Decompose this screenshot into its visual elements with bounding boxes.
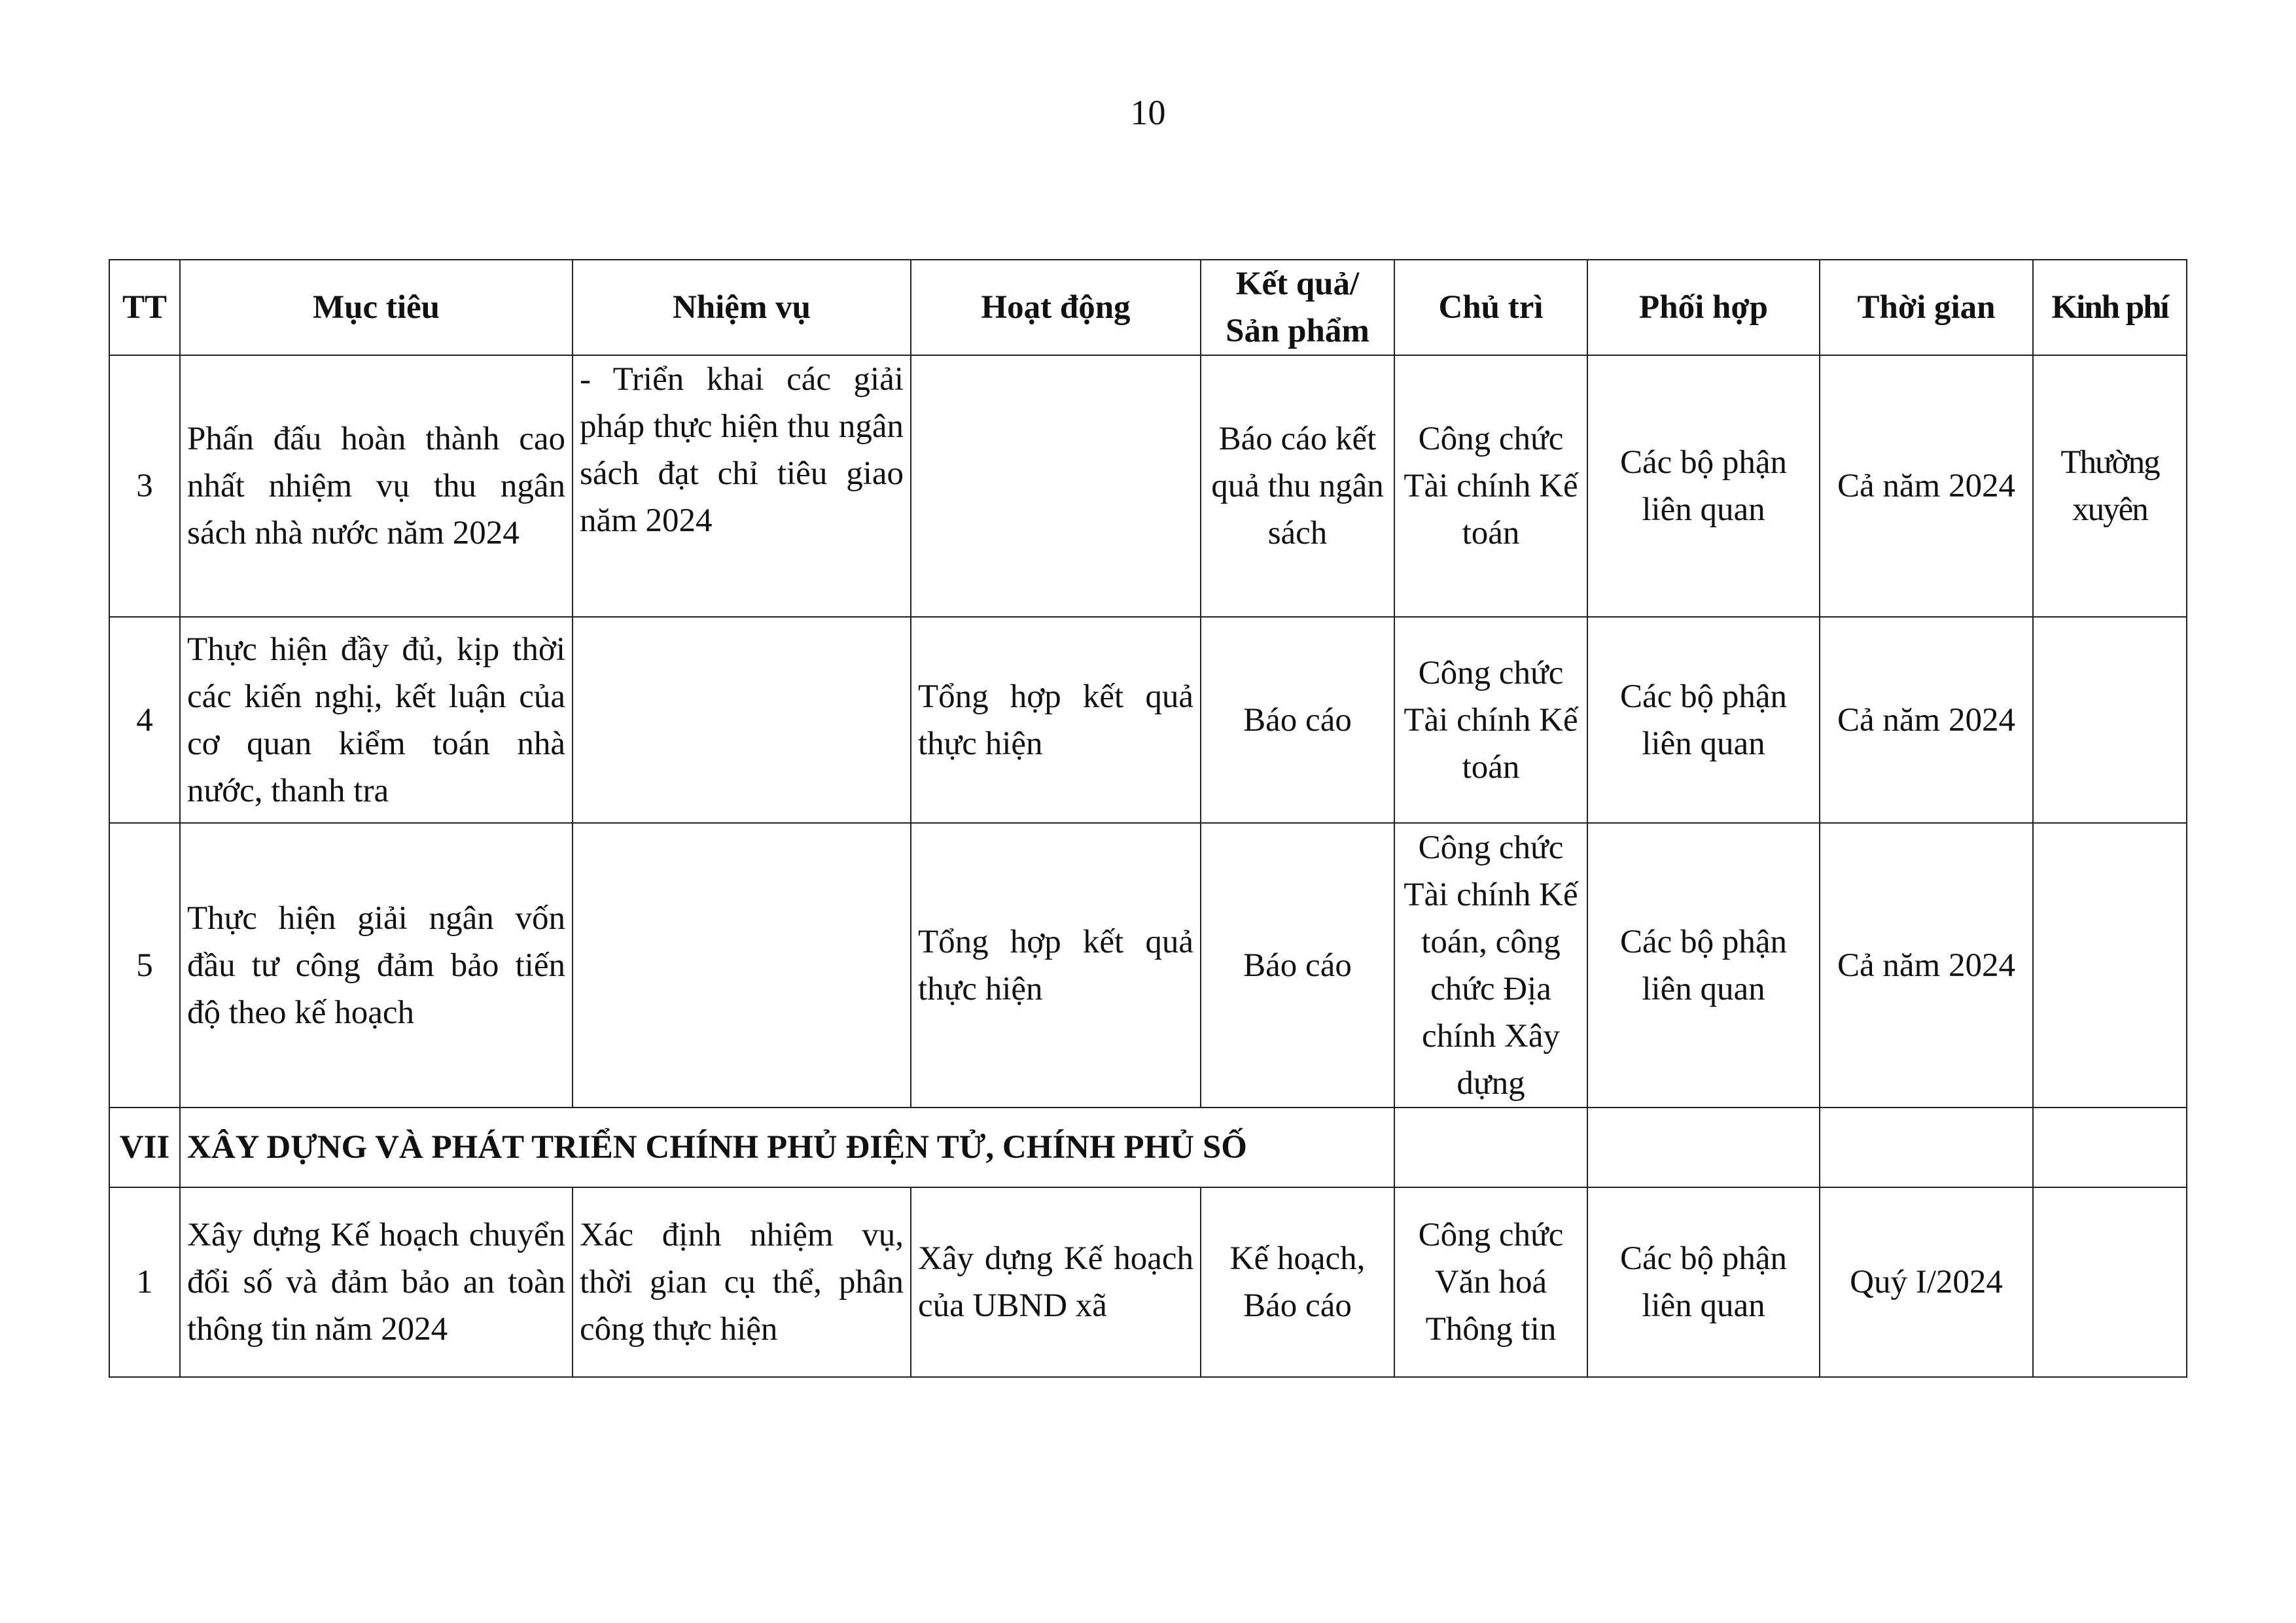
cell-kinh-phi: Thường xuyên [2033, 355, 2187, 617]
cell-kinh-phi [2033, 1187, 2187, 1377]
header-phoi-hop: Phối hợp [1587, 260, 1820, 355]
cell-chu-tri: Công chức Tài chính Kế toán, công chức Địa chính Xây dựng [1394, 823, 1587, 1108]
cell-ket-qua: Báo cáo kết quả thu ngân sách [1201, 355, 1394, 617]
section-title: XÂY DỰNG VÀ PHÁT TRIỂN CHÍNH PHỦ ĐIỆN TỬ, CHÍNH PHỦ SỐ [180, 1108, 1394, 1187]
cell-hoat-dong [911, 355, 1201, 617]
cell-nhiem-vu [573, 823, 911, 1108]
header-thoi-gian: Thời gian [1820, 260, 2033, 355]
header-kinh-phi: Kinh phí [2033, 260, 2187, 355]
cell-thoi-gian: Cả năm 2024 [1820, 617, 2033, 823]
cell-muc-tieu: Phấn đấu hoàn thành cao nhất nhiệm vụ thu ngân sách nhà nước năm 2024 [180, 355, 573, 617]
cell-thoi-gian [1820, 1108, 2033, 1187]
cell-ket-qua: Báo cáo [1201, 823, 1394, 1108]
cell-kinh-phi [2033, 1108, 2187, 1187]
table-row [109, 823, 2187, 1108]
cell-nhiem-vu [573, 617, 911, 823]
header-chu-tri: Chủ trì [1394, 260, 1587, 355]
header-ket-qua: Kết quả/ Sản phẩm [1201, 260, 1394, 355]
cell-chu-tri [1394, 1108, 1587, 1187]
cell-tt: 1 [109, 1187, 180, 1377]
page-number: 10 [1130, 93, 1166, 132]
cell-thoi-gian: Quý I/2024 [1820, 1187, 2033, 1377]
cell-phoi-hop: Các bộ phận liên quan [1587, 1187, 1820, 1377]
cell-ket-qua: Báo cáo [1201, 617, 1394, 823]
header-nhiem-vu: Nhiệm vụ [573, 260, 911, 355]
cell-chu-tri: Công chức Tài chính Kế toán [1394, 617, 1587, 823]
cell-tt: 4 [109, 617, 180, 823]
cell-thoi-gian: Cả năm 2024 [1820, 355, 2033, 617]
cell-chu-tri: Công chức Văn hoá Thông tin [1394, 1187, 1587, 1377]
cell-nhiem-vu: - Triển khai các giải pháp thực hiện thu ngân sách đạt chỉ tiêu giao năm 2024 [573, 355, 911, 617]
section-number: VII [109, 1108, 180, 1187]
cell-hoat-dong: Xây dựng Kế hoạch của UBND xã [911, 1187, 1201, 1377]
table-row [109, 355, 2187, 617]
table-row [109, 617, 2187, 823]
cell-hoat-dong: Tổng hợp kết quả thực hiện [911, 823, 1201, 1108]
header-tt: TT [109, 260, 180, 355]
cell-kinh-phi [2033, 823, 2187, 1108]
header-row [109, 260, 2187, 355]
cell-phoi-hop: Các bộ phận liên quan [1587, 823, 1820, 1108]
cell-muc-tieu: Thực hiện giải ngân vốn đầu tư công đảm bảo tiến độ theo kế hoạch [180, 823, 573, 1108]
cell-nhiem-vu: Xác định nhiệm vụ, thời gian cụ thể, phân công thực hiện [573, 1187, 911, 1377]
cell-kinh-phi [2033, 617, 2187, 823]
section-row [109, 1108, 2187, 1187]
cell-chu-tri: Công chức Tài chính Kế toán [1394, 355, 1587, 617]
header-muc-tieu: Mục tiêu [180, 260, 573, 355]
cell-ket-qua: Kế hoạch, Báo cáo [1201, 1187, 1394, 1377]
cell-phoi-hop [1587, 1108, 1820, 1187]
cell-phoi-hop: Các bộ phận liên quan [1587, 617, 1820, 823]
cell-tt: 3 [109, 355, 180, 617]
cell-muc-tieu: Thực hiện đầy đủ, kịp thời các kiến nghị, kết luận của cơ quan kiểm toán nhà nước, thanh tra [180, 617, 573, 823]
cell-thoi-gian: Cả năm 2024 [1820, 823, 2033, 1108]
cell-tt: 5 [109, 823, 180, 1108]
cell-phoi-hop: Các bộ phận liên quan [1587, 355, 1820, 617]
table-row [109, 1187, 2187, 1377]
cell-hoat-dong: Tổng hợp kết quả thực hiện [911, 617, 1201, 823]
cell-muc-tieu: Xây dựng Kế hoạch chuyển đổi số và đảm bảo an toàn thông tin năm 2024 [180, 1187, 573, 1377]
plan-table [109, 259, 2187, 1378]
header-hoat-dong: Hoạt động [911, 260, 1201, 355]
